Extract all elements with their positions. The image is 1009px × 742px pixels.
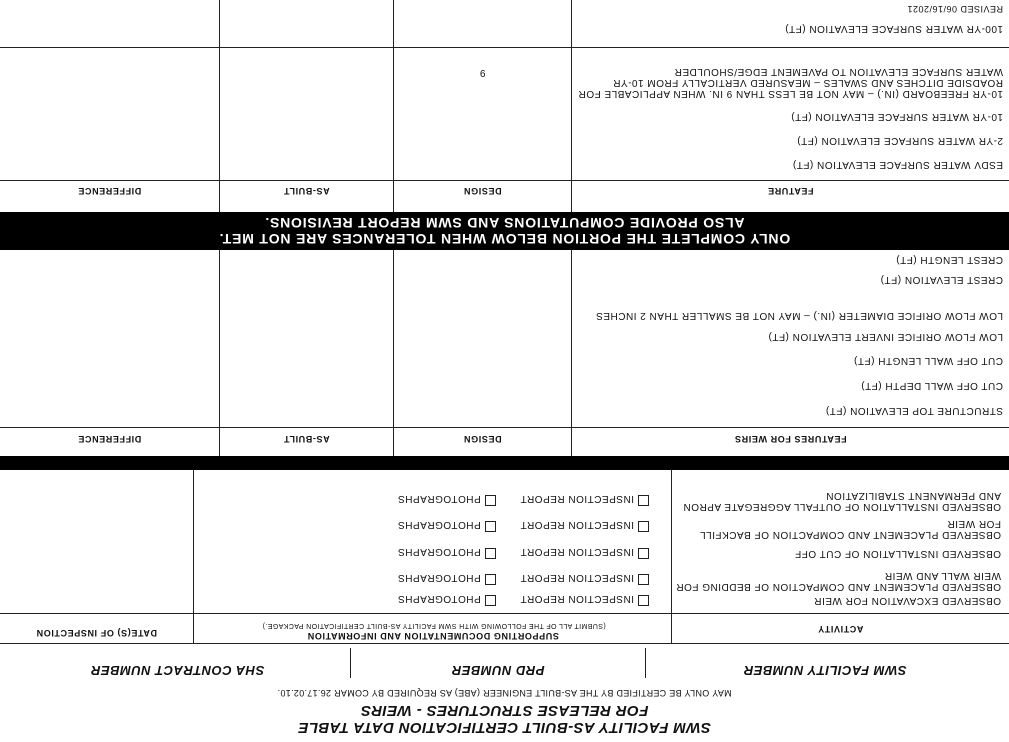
swm-facility-number-label: SWM FACILITY NUMBER [743,663,907,678]
freeboard-design-value: 9 [479,67,486,78]
doc-options: INSPECTION REPORT PHOTOGRAPHS [398,546,649,559]
photographs-checkbox[interactable] [485,495,496,506]
inspection-report-checkbox[interactable] [638,521,649,532]
doc-options: INSPECTION REPORT PHOTOGRAPHS [398,493,649,506]
feature-label: 10-YR WATER SURFACE ELEVATION (FT) [790,111,1003,122]
inspection-report-checkbox[interactable] [638,548,649,559]
photographs-checkbox[interactable] [485,595,496,606]
activity-label: OBSERVED EXCAVATION FOR WEIR [813,595,1001,606]
revised-date: REVISED 06/16/2021 [906,4,1003,14]
feature-label: CUT OFF WALL DEPTH (FT) [860,380,1003,391]
doc-options: INSPECTION REPORT PHOTOGRAPHS [398,593,649,606]
sha-contract-number-label: SHA CONTRACT NUMBER [90,663,265,678]
inspection-report-checkbox[interactable] [638,574,649,585]
form-subtitle: FOR RELEASE STRUCTURES - WEIRS [360,702,649,719]
photographs-checkbox[interactable] [485,521,496,532]
as-built-header: AS-BUILT [283,434,330,444]
as-built-header: AS-BUILT [283,186,330,196]
tolerance-banner [0,212,1009,250]
doc-options: INSPECTION REPORT PHOTOGRAPHS [398,572,649,585]
activity-label: OBSERVED INSTALLATION OF OUTFALL AGGREGATE APRON AND PERMANENT STABILIZATION [683,490,1001,512]
feature-label: CREST LENGTH (FT) [895,254,1003,265]
features-header: FEATURES FOR WEIRS [734,434,847,444]
photographs-checkbox[interactable] [485,548,496,559]
prd-number-label: PRD NUMBER [451,663,545,678]
doc-options: INSPECTION REPORT PHOTOGRAPHS [398,519,649,532]
feature-header: FEATURE [767,186,814,196]
feature-label: LOW FLOW ORIFICE DIAMETER (IN.) – MAY NOT BE SMALLER THAN 2 INCHES [595,310,1003,321]
difference-header: DIFFERENCE [77,434,142,444]
feature-label: STRUCTURE TOP ELEVATION (FT) [825,405,1003,416]
feature-label: CREST ELEVATION (FT) [880,274,1003,285]
design-header: DESIGN [463,186,502,196]
supporting-doc-header: SUPPORTING DOCUMENTATION AND INFORMATION [307,631,559,641]
feature-label: 10-YR FREEBOARD (IN.) – MAY NOT BE LESS THAN 9 IN. WHEN APPLICABLE FOR ROADSIDE DITCHES AND SWALES – MEASURED VERTICALLY FROM 10-YR WATER SURFACE ELEVATION TO PAVEMENT EDGE/SHOULDER [578,66,1003,99]
inspection-report-checkbox[interactable] [638,595,649,606]
inspection-report-checkbox[interactable] [638,495,649,506]
photographs-checkbox[interactable] [485,574,496,585]
supporting-doc-note: (SUBMIT ALL OF THE FOLLOWING WITH SWM FACILITY AS-BUILT CERTIFICATION PACKAGE.) [262,622,606,629]
certification-note: MAY ONLY BE CERTIFIED BY THE AS-BUILT ENGINEER (ABE) AS REQUIRED BY COMAR 26.17.02.10. [277,688,732,698]
dates-of-inspection-header: DATE(S) OF INSPECTION [36,628,157,638]
banner-line-1: ONLY COMPLETE THE PORTION BELOW WHEN TOLERANCES ARE NOT MET. [218,231,791,247]
activity-label: OBSERVED INSTALLATION OF CUT OFF [794,548,1001,559]
feature-label: 100-YR WATER SURFACE ELEVATION (FT) [784,23,1003,34]
activity-label: OBSERVED PLACEMENT AND COMPACTION OF BEDDING FOR WEIR WALL AND WEIR [675,570,1001,592]
feature-label: ESDV WATER SURFACE ELEVATION (FT) [792,159,1003,170]
feature-label: LOW FLOW ORIFICE INVERT ELEVATION (FT) [768,331,1003,342]
activity-label: OBSERVED PLACEMENT AND COMPACTION OF BACKFILL FOR WEIR [699,518,1001,540]
feature-label: CUT OFF WALL LENGTH (FT) [853,355,1003,366]
activity-header: ACTIVITY [817,624,864,634]
design-header: DESIGN [463,434,502,444]
id-divider [645,648,646,678]
feature-label: 2-YR WATER SURFACE ELEVATION (FT) [796,135,1003,146]
section-separator [0,456,1009,470]
banner-line-2: ALSO PROVIDE COMPUTATIONS AND SWM REPORT REVISIONS. [264,215,745,231]
difference-header: DIFFERENCE [77,186,142,196]
form-title: SWM FACILITY AS-BUILT CERTIFICATION DATA TABLE [298,719,711,736]
